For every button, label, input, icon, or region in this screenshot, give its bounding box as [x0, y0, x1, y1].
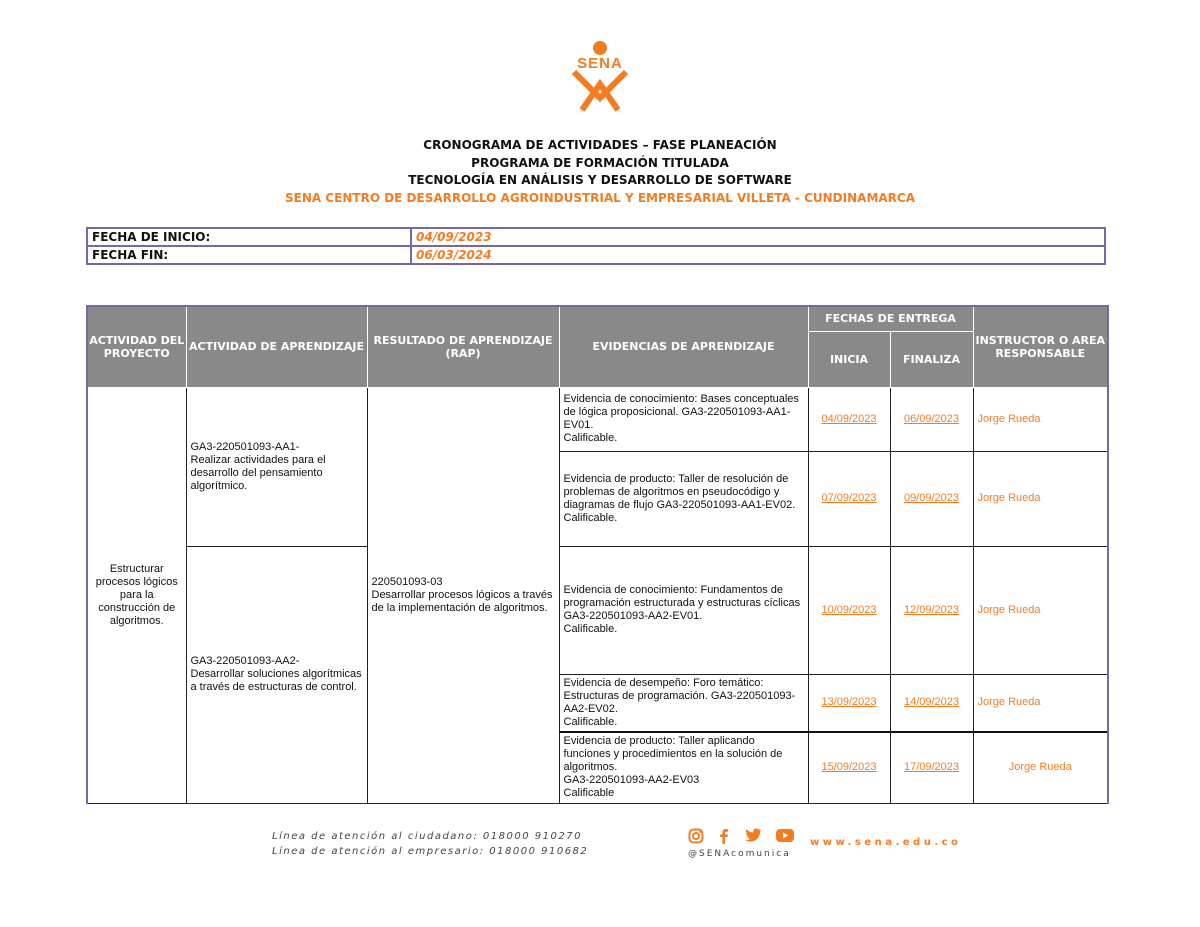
instructor-cell: Jorge Rueda [973, 674, 1108, 732]
social-icons [688, 829, 794, 847]
dates-table [86, 227, 1106, 265]
table-row [87, 546, 1108, 674]
youtube-icon[interactable] [776, 829, 794, 847]
website-link[interactable]: www.sena.edu.co [810, 837, 962, 848]
end-date-row [87, 246, 1105, 264]
end-date-link[interactable]: 12/09/2023 [890, 546, 973, 674]
footer-contact [272, 829, 588, 859]
evidence-cell: Evidencia de conocimiento: Bases conceptuales de lógica proposicional. GA3-220501093-AA1-EV01. Calificable. [559, 387, 808, 451]
end-date-link[interactable]: 14/09/2023 [890, 674, 973, 732]
start-date-value: 04/09/2023 [411, 228, 1105, 246]
twitter-icon[interactable] [744, 828, 762, 848]
instructor-cell: Jorge Rueda [973, 451, 1108, 546]
header-delivery-dates: FECHAS DE ENTREGA [808, 306, 973, 331]
social-handle: @SENAcomunica [688, 849, 791, 859]
evidence-cell: Evidencia de producto: Taller aplicando funciones y procedimientos en la solución de algoritmos. GA3-220501093-AA2-EV03 Calificable [559, 732, 808, 803]
svg-text:SENA: SENA [577, 55, 623, 72]
end-date-label: FECHA FIN: [87, 246, 411, 264]
citizen-line: Línea de atención al ciudadano: 018000 910270 [272, 831, 582, 842]
title-centro: SENA CENTRO DE DESARROLLO AGROINDUSTRIAL Y EMPRESARIAL VILLETA - CUNDINAMARCA [285, 190, 915, 205]
end-date-link[interactable]: 09/09/2023 [890, 451, 973, 546]
header-row-1 [87, 306, 1108, 331]
learning-activity-aa1: GA3-220501093-AA1- Realizar actividades para el desarrollo del pensamiento algorítmico. [186, 387, 367, 546]
header-evidence: EVIDENCIAS DE APRENDIZAJE [559, 306, 808, 387]
end-date-value: 06/03/2024 [411, 246, 1105, 264]
start-date-link[interactable]: 07/09/2023 [808, 451, 890, 546]
schedule-table [86, 305, 1109, 804]
title-cronograma: CRONOGRAMA DE ACTIVIDADES – FASE PLANEACIÓN [423, 138, 777, 152]
start-date-link[interactable]: 04/09/2023 [808, 387, 890, 451]
start-date-link[interactable]: 10/09/2023 [808, 546, 890, 674]
header-project-activity: ACTIVIDAD DEL PROYECTO [87, 306, 186, 387]
social-block [688, 829, 794, 859]
start-date-link[interactable]: 13/09/2023 [808, 674, 890, 732]
facebook-icon[interactable] [718, 828, 730, 849]
title-programa: PROGRAMA DE FORMACIÓN TITULADA [471, 155, 729, 170]
sena-logo [560, 40, 640, 112]
evidence-cell: Evidencia de conocimiento: Fundamentos de programación estructurada y estructuras cíclicas GA3-220501093-AA2-EV01. Calificable. [559, 546, 808, 674]
instructor-cell: Jorge Rueda [973, 387, 1108, 451]
end-date-link[interactable]: 06/09/2023 [890, 387, 973, 451]
instructor-cell: Jorge Rueda [973, 732, 1108, 803]
business-line: Línea de atención al empresario: 018000 910682 [272, 846, 589, 857]
header-end: FINALIZA [890, 331, 973, 387]
learning-activity-aa2: GA3-220501093-AA2- Desarrollar soluciones algorítmicas a través de estructuras de control. [186, 546, 367, 803]
title-tecnologia: TECNOLOGÍA EN ANÁLISIS Y DESARROLLO DE SOFTWARE [408, 173, 792, 187]
rap-cell: 220501093-03 Desarrollar procesos lógicos a través de la implementación de algoritmos. [367, 387, 559, 803]
instagram-icon[interactable] [688, 828, 704, 849]
header-instructor: INSTRUCTOR O AREA RESPONSABLE [973, 306, 1108, 387]
document-titles [0, 137, 1200, 207]
start-date-label: FECHA DE INICIO: [87, 228, 411, 246]
start-date-row [87, 228, 1105, 246]
table-row [87, 387, 1108, 451]
header-start: INICIA [808, 331, 890, 387]
instructor-cell: Jorge Rueda [973, 546, 1108, 674]
project-activity-cell: Estructurar procesos lógicos para la construcción de algoritmos. [87, 387, 186, 803]
evidence-cell: Evidencia de desempeño: Foro temático: Estructuras de programación. GA3-220501093-AA2-EV02. Calificable. [559, 674, 808, 732]
header-learning-activity: ACTIVIDAD DE APRENDIZAJE [186, 306, 367, 387]
end-date-link[interactable]: 17/09/2023 [890, 732, 973, 803]
start-date-link[interactable]: 15/09/2023 [808, 732, 890, 803]
header-rap: RESULTADO DE APRENDIZAJE (RAP) [367, 306, 559, 387]
evidence-cell: Evidencia de producto: Taller de resolución de problemas de algoritmos en pseudocódigo y diagramas de flujo GA3-220501093-AA1-EV02. Calificable. [559, 451, 808, 546]
